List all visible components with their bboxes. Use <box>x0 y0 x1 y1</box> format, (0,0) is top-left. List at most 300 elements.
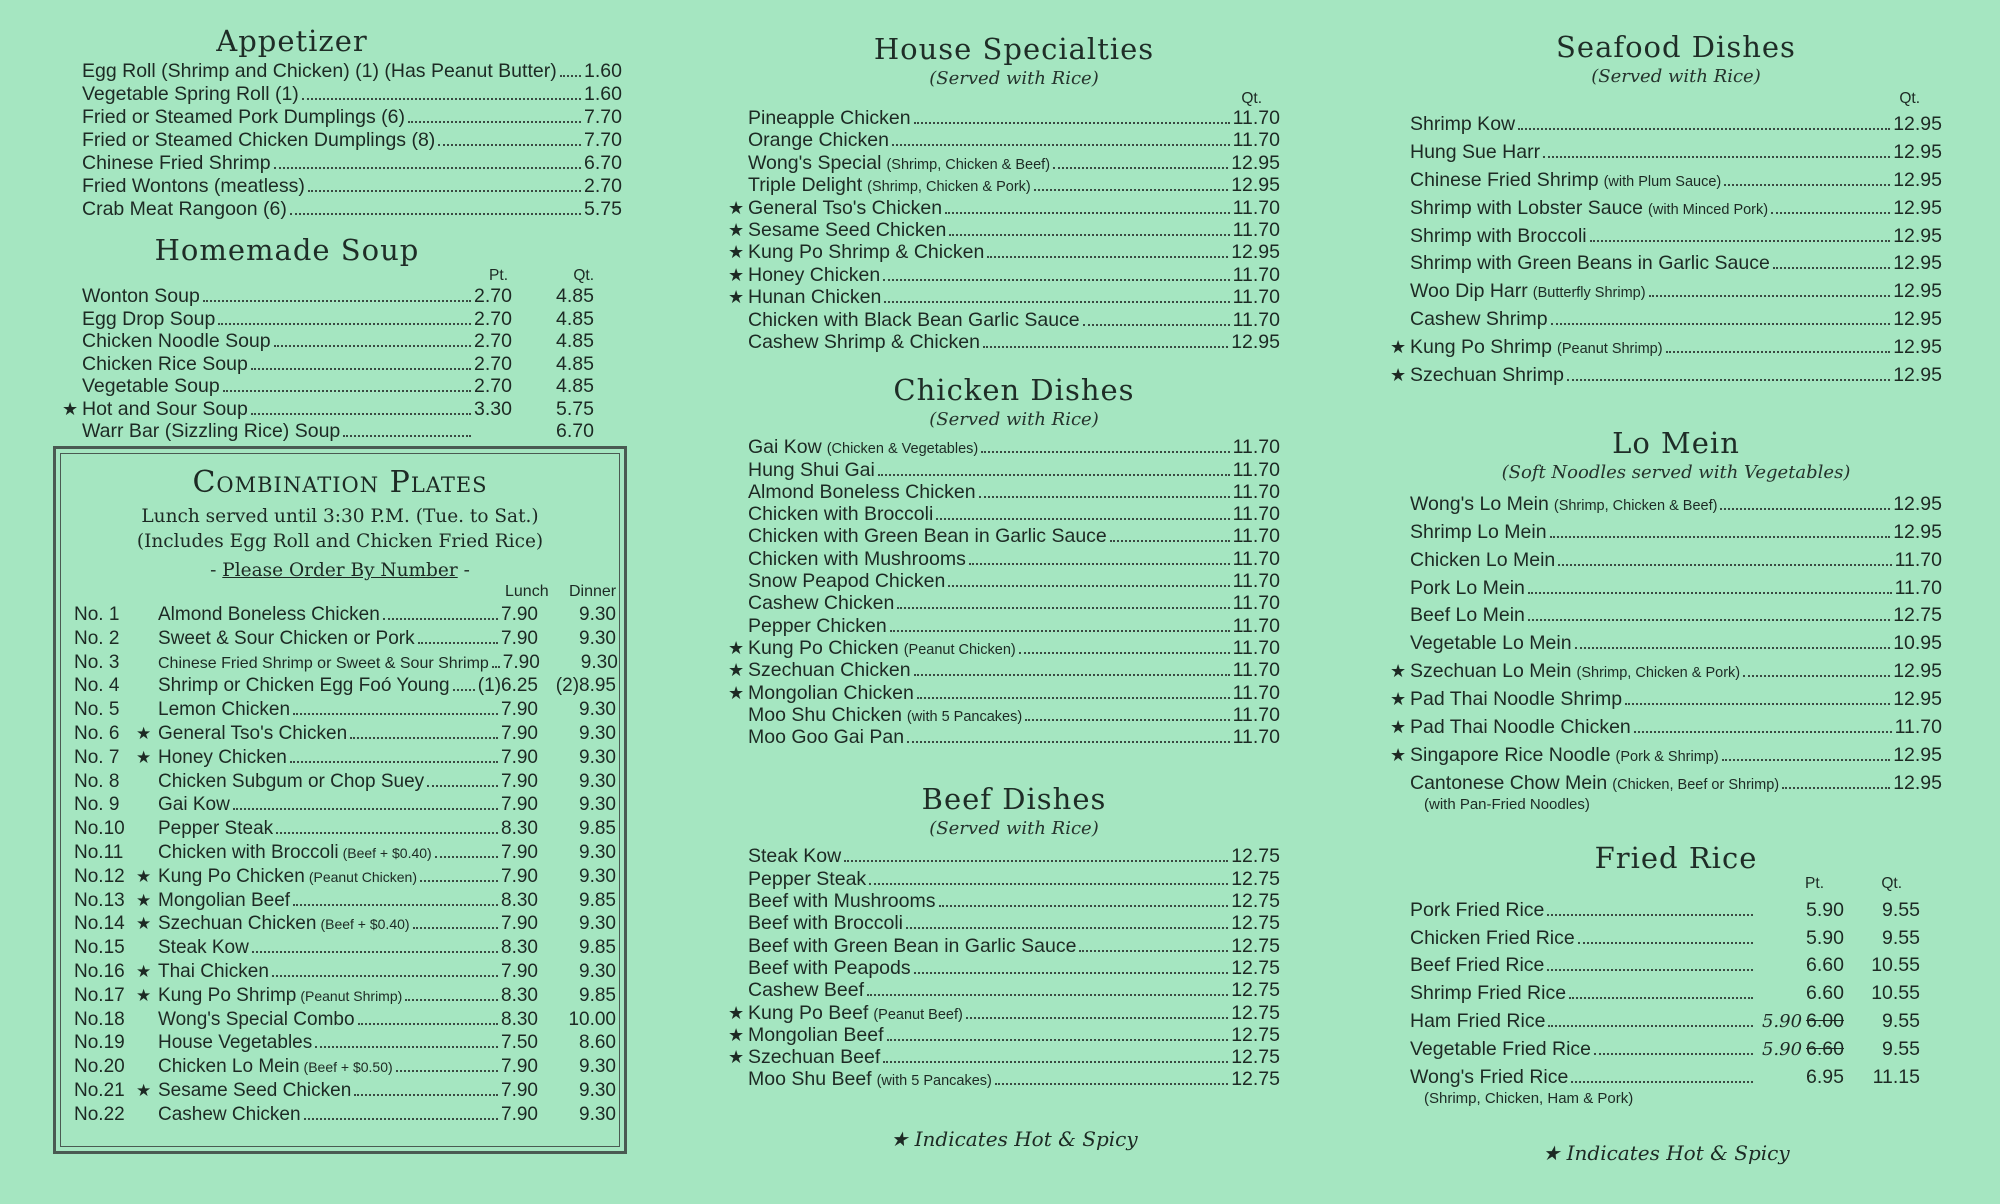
combo-number: No. 8 <box>74 770 120 792</box>
item-price: 12.95 <box>1893 364 1942 387</box>
menu-item-row <box>728 935 1280 957</box>
spicy-star-icon: ★ <box>728 242 745 263</box>
friedrice-title: Fried Rice <box>1594 840 1758 875</box>
combo-order-note: - Please Order By Number - <box>210 560 470 581</box>
combo-dinner-price: 9.30 <box>579 722 616 744</box>
item-name: Kung Po Chicken <box>748 636 899 659</box>
menu-item-row <box>728 219 1280 241</box>
seafood-sub: (Served with Rice) <box>1591 66 1761 87</box>
spicy-star-icon: ★ <box>1390 337 1407 358</box>
dot-leader <box>1649 295 1891 297</box>
item-price: 11.70 <box>1894 548 1942 571</box>
item-name: Cashew Beef <box>748 979 864 1002</box>
menu-item-row <box>1390 111 1942 139</box>
item-price: 12.95 <box>1893 196 1942 219</box>
spicy-star-icon: ★ <box>62 398 79 419</box>
spicy-star-icon: ★ <box>1390 689 1407 710</box>
struck-price: 6.00 <box>1806 1010 1844 1033</box>
dot-leader <box>233 808 498 810</box>
combo-row <box>74 770 616 794</box>
spicy-star-icon: ★ <box>1390 717 1407 738</box>
item-price-pt: 5.90 <box>1806 926 1844 949</box>
dot-leader <box>560 75 581 77</box>
menu-item-row <box>1390 1036 1942 1064</box>
dot-leader <box>1666 351 1891 353</box>
combo-name: Gai Kow <box>158 794 230 816</box>
spicy-star-icon: ★ <box>728 682 745 703</box>
dot-leader <box>936 518 1229 520</box>
combo-dinner-price: 9.30 <box>579 1103 616 1125</box>
dot-leader <box>315 1046 498 1048</box>
combo-row <box>74 1008 616 1032</box>
menu-item-row <box>728 682 1280 704</box>
menu-item-row <box>1390 602 1942 630</box>
dot-leader <box>1079 950 1228 952</box>
item-price: 11.70 <box>1232 263 1280 286</box>
item-price: 12.95 <box>1893 771 1942 794</box>
menu-item-row <box>728 659 1280 681</box>
chicken-sub: (Served with Rice) <box>929 409 1099 431</box>
item-price: 11.70 <box>1232 196 1280 219</box>
combo-lunch-price: 8.30 <box>501 937 538 959</box>
item-name: Sesame Seed Chicken <box>748 218 947 241</box>
item-name: Shrimp Lo Mein <box>1410 520 1547 543</box>
item-name: Beef Fried Rice <box>1410 954 1545 977</box>
combo-number: No.18 <box>74 1008 125 1030</box>
item-price: 2.70 <box>584 175 622 197</box>
dot-leader <box>1543 156 1890 158</box>
dot-leader <box>883 1061 1228 1063</box>
menu-item-row <box>728 286 1280 308</box>
item-price: 12.75 <box>1231 1068 1280 1091</box>
menu-item-row <box>728 241 1280 263</box>
menu-item-row <box>728 615 1280 637</box>
item-name: Vegetable Fried Rice <box>1410 1038 1592 1061</box>
house-sub: (Served with Rice) <box>929 68 1099 89</box>
combo-name: Mongolian Beef <box>158 889 291 911</box>
combo-dinner-price: 9.30 <box>579 627 616 649</box>
dot-leader <box>276 832 498 834</box>
menu-item-row <box>728 107 1280 129</box>
item-name: Cashew Shrimp & Chicken <box>748 330 980 353</box>
combo-note: (Beef + $0.50) <box>303 1059 393 1076</box>
dot-leader <box>272 975 498 977</box>
item-price-pt: 3.30 <box>474 397 512 420</box>
spicy-star-icon: ★ <box>1390 661 1407 682</box>
soup-col-pt: Pt. <box>489 267 508 284</box>
combo-lunch-price: 7.90 <box>501 960 538 982</box>
combo-name: Wong's Special Combo <box>158 1008 355 1030</box>
dot-leader <box>383 618 498 620</box>
item-price: 12.95 <box>1893 224 1942 247</box>
item-price: 11.70 <box>1232 726 1280 749</box>
item-name: Egg Drop Soup <box>82 307 216 330</box>
combo-number: No.16 <box>74 960 125 982</box>
menu-item-row <box>1390 925 1942 953</box>
item-price: 12.75 <box>1231 867 1280 890</box>
dot-leader <box>1743 675 1890 677</box>
dot-leader <box>427 785 498 787</box>
item-price: 5.75 <box>584 198 622 220</box>
menu-item-row <box>728 309 1280 331</box>
combo-row <box>74 1103 616 1127</box>
item-name: Szechuan Chicken <box>748 659 911 682</box>
friedrice-col-pt: Pt. <box>1805 874 1824 892</box>
dot-leader <box>1053 167 1228 169</box>
item-name: Pepper Chicken <box>748 614 887 637</box>
item-name: Shrimp with Lobster Sauce <box>1410 196 1644 219</box>
combo-lunch-price: 7.90 <box>501 841 538 863</box>
item-price: 12.75 <box>1231 1046 1280 1069</box>
combo-row <box>74 1031 616 1055</box>
item-price: 6.70 <box>584 152 622 174</box>
dot-leader <box>1634 731 1892 733</box>
combo-order-label: Please Order By Number <box>222 560 458 581</box>
dot-leader <box>358 1023 498 1025</box>
item-price: 1.60 <box>584 83 622 105</box>
dot-leader <box>405 999 498 1001</box>
dot-leader <box>914 674 1230 676</box>
item-price-qt: 9.55 <box>1882 898 1920 921</box>
menu-item-row <box>728 1024 1280 1046</box>
combo-name: House Vegetables <box>158 1032 313 1054</box>
item-price: 10.95 <box>1893 632 1942 655</box>
combo-col-dinner: Dinner <box>569 583 617 600</box>
item-name: Ham Fried Rice <box>1410 1010 1546 1033</box>
combo-number: No.20 <box>74 1056 125 1078</box>
item-price: 12.95 <box>1893 743 1942 766</box>
item-name: Wonton Soup <box>82 285 200 307</box>
combo-number: No. 9 <box>74 794 120 816</box>
menu-item-row <box>1390 658 1942 686</box>
item-price: 12.95 <box>1893 252 1942 275</box>
combo-dinner-price: 9.30 <box>579 1056 616 1078</box>
house-list <box>728 107 1280 353</box>
combo-number: No.21 <box>74 1079 125 1101</box>
combo-lunch-price: 7.90 <box>501 794 538 816</box>
item-price-qt: 4.85 <box>556 307 594 330</box>
dot-leader <box>1720 508 1890 510</box>
dot-leader <box>413 927 498 929</box>
combo-col-headers <box>56 581 624 601</box>
combo-name: General Tso's Chicken <box>158 722 348 744</box>
menu-item-row <box>728 637 1280 659</box>
menu-item-row <box>1390 547 1942 575</box>
item-note: (Shrimp, Chicken & Pork) <box>867 179 1031 196</box>
menu-item-row <box>1390 1064 1942 1092</box>
menu-item-row <box>62 308 622 331</box>
dot-leader <box>1625 703 1890 705</box>
combo-row <box>74 1055 616 1079</box>
menu-item-row <box>1390 897 1942 925</box>
combo-dinner-price: 9.30 <box>579 841 616 863</box>
dot-leader <box>945 212 1230 214</box>
spicy-star-icon: ★ <box>728 1024 745 1045</box>
combo-name: Cashew Chicken <box>158 1103 301 1125</box>
dot-leader <box>1590 240 1891 242</box>
item-name: Almond Boneless Chicken <box>748 480 976 503</box>
dot-leader <box>492 666 500 668</box>
combo-number: No. 5 <box>74 699 120 721</box>
item-price-pt: 6.60 <box>1806 982 1844 1005</box>
footer-hot-spicy-middle: ★ Indicates Hot & Spicy <box>890 1126 1138 1151</box>
item-note: (Chicken & Vegetables) <box>826 441 979 458</box>
menu-item-row <box>62 353 622 376</box>
item-name: Shrimp with Green Beans in Garlic Sauce <box>1410 252 1770 275</box>
combo-number: No.15 <box>74 937 125 959</box>
dot-leader <box>939 905 1229 907</box>
item-price: 12.95 <box>1893 308 1942 331</box>
item-name: Cashew Shrimp <box>1410 308 1548 331</box>
struck-price: 6.60 <box>1806 1038 1844 1061</box>
dot-leader <box>1551 323 1891 325</box>
item-price: 12.95 <box>1231 241 1280 264</box>
item-price: 11.70 <box>1232 592 1280 615</box>
item-name: Steak Kow <box>748 845 842 868</box>
dot-leader <box>293 713 498 715</box>
item-price: 12.95 <box>1893 168 1942 191</box>
menu-item-row <box>728 1068 1280 1090</box>
item-price-pt: 6.60 <box>1806 954 1844 977</box>
item-price: 11.70 <box>1232 129 1280 152</box>
dot-leader <box>987 256 1228 258</box>
item-name: Fried Wontons (meatless) <box>82 175 305 197</box>
item-name: Shrimp Fried Rice <box>1410 982 1567 1005</box>
item-name: Kung Po Shrimp & Chicken <box>748 241 985 264</box>
friedrice-list <box>1390 897 1942 1092</box>
item-name: Beef with Peapods <box>748 956 911 979</box>
combo-dinner-price: 9.85 <box>579 937 616 959</box>
combo-note: (Beef + $0.40) <box>320 916 410 933</box>
chicken-title: Chicken Dishes <box>893 373 1135 408</box>
item-name: Mongolian Beef <box>748 1023 884 1046</box>
dot-leader <box>883 279 1229 281</box>
combo-dinner-price: 9.30 <box>579 699 616 721</box>
menu-item-row <box>728 503 1280 525</box>
item-price-qt: 4.85 <box>556 285 594 307</box>
item-name: Beef with Green Bean in Garlic Sauce <box>748 934 1077 957</box>
item-name: Szechuan Shrimp <box>1410 364 1564 387</box>
item-price: 11.70 <box>1232 703 1280 726</box>
dot-leader <box>274 167 581 169</box>
combo-dinner-price: 10.00 <box>568 1008 616 1030</box>
spicy-star-icon: ★ <box>728 197 745 218</box>
soup-title: Homemade Soup <box>154 233 420 267</box>
dot-leader <box>979 496 1230 498</box>
item-price: 7.70 <box>584 129 622 151</box>
combo-number: No.10 <box>74 818 125 840</box>
menu-item-row <box>1390 278 1942 306</box>
item-note: (with Plum Sauce) <box>1603 173 1722 190</box>
combo-number: No. 2 <box>74 627 120 649</box>
item-price: 11.70 <box>1232 503 1280 526</box>
item-price: 12.95 <box>1893 140 1942 163</box>
menu-item-row <box>1390 250 1942 278</box>
dot-leader <box>1548 1025 1753 1027</box>
combo-note: (Peanut Chicken) <box>308 868 417 885</box>
dot-leader <box>1722 759 1891 761</box>
dot-leader <box>1550 536 1891 538</box>
item-price-qt: 9.55 <box>1882 1038 1920 1061</box>
combo-name: Chinese Fried Shrimp or Sweet & Sour Shrimp <box>158 654 489 672</box>
friedrice-col-headers <box>1390 875 1942 893</box>
item-note: (Shrimp, Chicken & Pork) <box>1576 665 1741 682</box>
menu-item-row <box>728 979 1280 1001</box>
item-price-qt: 4.85 <box>556 352 594 375</box>
item-price-qt: 11.15 <box>1872 1066 1920 1089</box>
combo-lunch-price: 8.30 <box>501 1008 538 1030</box>
item-name: Hung Shui Gai <box>748 458 875 481</box>
item-price: 12.95 <box>1893 688 1942 711</box>
dot-leader <box>1773 267 1890 269</box>
seafood-title: Seafood Dishes <box>1556 30 1796 64</box>
combo-lunch-price: 8.30 <box>501 889 538 911</box>
dot-leader <box>917 697 1230 699</box>
item-name: Mongolian Chicken <box>748 681 914 704</box>
combo-row <box>74 603 616 627</box>
item-price: 12.75 <box>1231 845 1280 868</box>
item-name: Moo Goo Gai Pan <box>748 726 905 749</box>
item-price: 11.70 <box>1232 436 1280 459</box>
item-note: (Pork & Shrimp) <box>1615 748 1719 765</box>
beef-sub: (Served with Rice) <box>929 818 1099 840</box>
menu-item-row <box>728 129 1280 151</box>
combo-row <box>74 912 616 936</box>
menu-item-row <box>1390 334 1942 362</box>
combo-row <box>74 889 616 913</box>
item-price: 12.95 <box>1893 492 1942 515</box>
menu-item-row <box>728 197 1280 219</box>
combo-row <box>74 698 616 722</box>
spicy-star-icon: ★ <box>728 264 745 285</box>
house-title: House Specialties <box>873 32 1155 66</box>
lomein-list <box>1390 491 1942 798</box>
item-price: 11.70 <box>1232 480 1280 503</box>
combo-note: (Beef + $0.40) <box>342 844 432 861</box>
item-note: (Chicken, Beef or Shrimp) <box>1612 776 1780 793</box>
item-name: Snow Peapod Chicken <box>748 570 946 593</box>
item-price-qt: 4.85 <box>556 330 594 352</box>
combo-name: Chicken Lo Mein <box>158 1056 300 1078</box>
combo-name: Sweet & Sour Chicken or Pork <box>158 627 415 649</box>
item-name: Crab Meat Rangoon (6) <box>82 198 287 220</box>
spicy-star-icon: ★ <box>136 961 152 981</box>
item-price: 1.60 <box>584 60 622 82</box>
menu-item-row <box>728 957 1280 979</box>
dot-leader <box>1110 540 1230 542</box>
combo-number: No.14 <box>74 913 125 935</box>
menu-item-row <box>728 481 1280 503</box>
handwritten-price: 5.90 <box>1761 1011 1803 1033</box>
item-name: Szechuan Beef <box>748 1046 881 1069</box>
menu-item-row <box>1390 714 1942 742</box>
item-name: Egg Roll (Shrimp and Chicken) (1) (Has Peanut Butter) <box>82 60 557 82</box>
item-name: Chicken Rice Soup <box>82 352 248 375</box>
dot-leader <box>308 190 581 192</box>
combo-row <box>74 627 616 651</box>
item-name: Chicken with Black Bean Garlic Sauce <box>748 308 1080 331</box>
item-name: Warr Bar (Sizzling Rice) Soup <box>82 420 341 442</box>
item-name: Chinese Fried Shrimp <box>82 152 271 174</box>
menu-item-row <box>728 174 1280 196</box>
item-name: Orange Chicken <box>748 129 889 152</box>
spicy-star-icon: ★ <box>1390 365 1407 386</box>
menu-item-row <box>62 285 622 308</box>
dot-leader <box>438 144 581 146</box>
combo-row <box>74 865 616 889</box>
combo-name: Thai Chicken <box>158 960 269 982</box>
item-price-pt: 2.70 <box>474 307 512 330</box>
menu-item-row <box>62 330 622 353</box>
menu-item-row <box>82 198 622 221</box>
item-price-pt <box>1756 1008 1844 1036</box>
combo-lunch-price: 7.90 <box>501 1056 538 1078</box>
combo-name: Sesame Seed Chicken <box>158 1079 352 1101</box>
menu-item-row <box>728 525 1280 547</box>
dot-leader <box>453 689 475 691</box>
item-note: (with Minced Pork) <box>1648 201 1769 218</box>
menu-item-row <box>1390 575 1942 603</box>
menu-item-row <box>728 890 1280 912</box>
item-name: Pineapple Chicken <box>748 107 911 129</box>
item-price: 11.70 <box>1232 525 1280 548</box>
item-name: Pad Thai Noodle Chicken <box>1410 716 1631 739</box>
menu-item-row <box>82 152 622 175</box>
menu-item-row <box>728 868 1280 890</box>
item-name: Szechuan Lo Mein <box>1410 660 1572 683</box>
item-name: Chicken Fried Rice <box>1410 926 1575 949</box>
dot-leader <box>1547 914 1753 916</box>
combo-lunch-note: Lunch served until 3:30 P.M. (Tue. to Sat.) <box>141 506 539 527</box>
dot-leader <box>844 860 1228 862</box>
middle-column <box>728 0 1280 1151</box>
combo-name: Kung Po Shrimp <box>158 984 297 1006</box>
menu-item-row <box>728 726 1280 748</box>
menu-item-row <box>1390 167 1942 195</box>
item-price: 11.70 <box>1232 659 1280 682</box>
item-price: 7.70 <box>584 106 622 128</box>
spicy-star-icon: ★ <box>136 723 152 743</box>
menu-item-row <box>82 60 622 83</box>
dot-leader <box>878 474 1230 476</box>
menu-item-row <box>1390 980 1942 1008</box>
dot-leader <box>223 390 471 392</box>
combo-row <box>74 1079 616 1103</box>
combo-dinner-price: 9.30 <box>579 794 616 816</box>
item-price: 12.75 <box>1231 956 1280 979</box>
dot-leader <box>1547 969 1753 971</box>
spicy-star-icon: ★ <box>136 747 152 767</box>
combo-lunch-price: 7.90 <box>502 651 540 673</box>
spicy-star-icon: ★ <box>136 890 152 910</box>
combo-row <box>74 984 616 1008</box>
item-name: Wong's Special <box>748 151 882 174</box>
item-price: 12.95 <box>1893 336 1942 359</box>
menu-item-row <box>728 459 1280 481</box>
menu-item-row <box>1390 770 1942 798</box>
chicken-list <box>728 436 1280 748</box>
house-col-qt: Qt. <box>1241 90 1262 107</box>
item-name: Vegetable Soup <box>82 375 220 397</box>
menu-item-row <box>728 548 1280 570</box>
combo-name: Almond Boneless Chicken <box>158 604 380 625</box>
item-price: 11.70 <box>1894 576 1942 599</box>
item-price: 11.70 <box>1232 218 1280 241</box>
item-note: (with 5 Pancakes) <box>876 1073 992 1090</box>
dot-leader <box>1578 942 1753 944</box>
menu-item-row <box>728 592 1280 614</box>
menu-item-row <box>1390 306 1942 334</box>
